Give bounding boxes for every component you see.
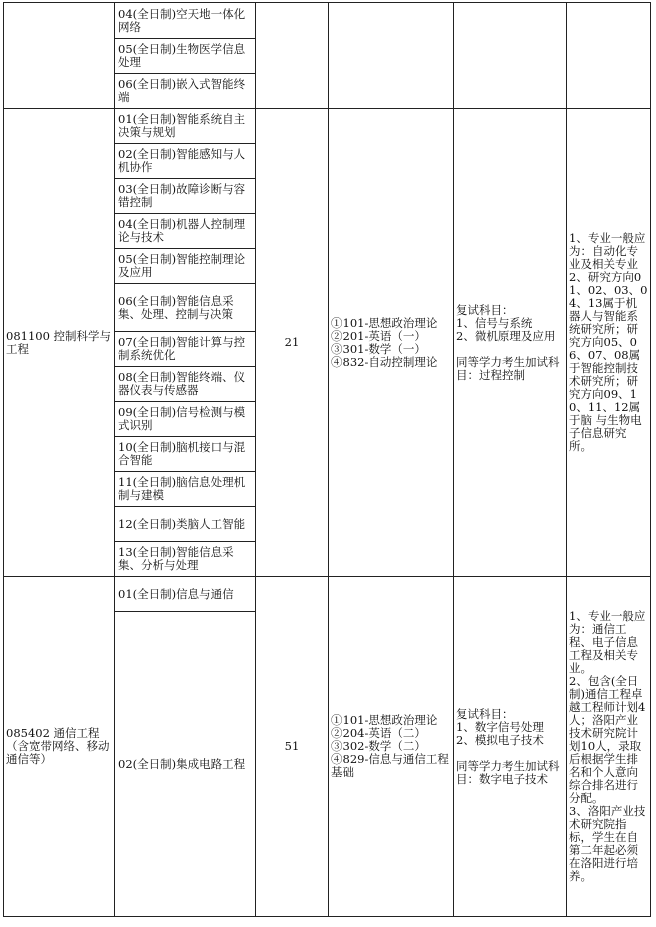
- direction-cell: 02(全日制)集成电路工程: [115, 612, 256, 917]
- exam-subjects-cell: ①101-思想政治理论 ②204-英语（二） ③302-数学（二） ④829-信息与通信工程基础: [329, 577, 454, 917]
- major-cell: 081100 控制科学与工程: [4, 109, 115, 577]
- direction-cell: 02(全日制)智能感知与人机协作: [115, 144, 256, 179]
- admissions-table: [3, 2, 651, 917]
- direction-cell: 13(全日制)智能信息采集、分析与处理: [115, 542, 256, 577]
- major-cell-continued: [4, 3, 115, 109]
- major-cell: 085402 通信工程（含宽带网络、移动通信等）: [4, 577, 115, 917]
- direction-cell: 10(全日制)脑机接口与混合智能: [115, 437, 256, 472]
- enrollment-cell: 51: [256, 577, 329, 917]
- direction-cell: 06(全日制)嵌入式智能终端: [115, 74, 256, 109]
- direction-cell: 04(全日制)机器人控制理论与技术: [115, 214, 256, 249]
- direction-cell: 01(全日制)智能系统自主决策与规划: [115, 109, 256, 144]
- direction-cell: 06(全日制)智能信息采集、处理、控制与决策: [115, 284, 256, 332]
- direction-cell: 01(全日制)信息与通信: [115, 577, 256, 612]
- notes-cell: 1、专业一般应为：自动化专业及相关专业 2、研究方向01、02、03、04、13属于机器人与智能系统研究所；研究方向05、06、07、08属于智能控制技术研究所；研究方向09、10、11、12属于脑 与生物电子信息研究所。: [567, 109, 651, 577]
- direction-cell: 05(全日制)智能控制理论及应用: [115, 249, 256, 284]
- direction-cell: 12(全日制)类脑人工智能: [115, 507, 256, 542]
- direction-cell: 08(全日制)智能终端、仪器仪表与传感器: [115, 367, 256, 402]
- exam-subjects-cell-continued: [329, 3, 454, 109]
- direction-cell: 03(全日制)故障诊断与容错控制: [115, 179, 256, 214]
- notes-cell-continued: [567, 3, 651, 109]
- direction-cell: 04(全日制)空天地一体化网络: [115, 3, 256, 39]
- direction-cell: 09(全日制)信号检测与模式识别: [115, 402, 256, 437]
- enrollment-cell: 21: [256, 109, 329, 577]
- retest-cell-continued: [454, 3, 567, 109]
- direction-cell: 11(全日制)脑信息处理机制与建模: [115, 472, 256, 507]
- retest-cell: 复试科目： 1、信号与系统 2、微机原理及应用 同等学力考生加试科目：过程控制: [454, 109, 567, 577]
- enrollment-cell-continued: [256, 3, 329, 109]
- direction-cell: 05(全日制)生物医学信息处理: [115, 39, 256, 74]
- exam-subjects-cell: ①101-思想政治理论 ②201-英语（一） ③301-数学（一） ④832-自动控制理论: [329, 109, 454, 577]
- retest-cell: 复试科目： 1、数字信号处理 2、模拟电子技术 同等学力考生加试科目：数字电子技术: [454, 577, 567, 917]
- notes-cell: 1、专业一般应为：通信工程、电子信息工程及相关专业。 2、包含(全日制)通信工程卓越工程师计划4人；洛阳产业技术研究院计划10人，录取后根据学生排名和个人意向综合排名进行分配。 3、洛阳产业技术研究院指标，学生在自第二年起必须在洛阳进行培养。: [567, 577, 651, 917]
- direction-cell: 07(全日制)智能计算与控制系统优化: [115, 332, 256, 367]
